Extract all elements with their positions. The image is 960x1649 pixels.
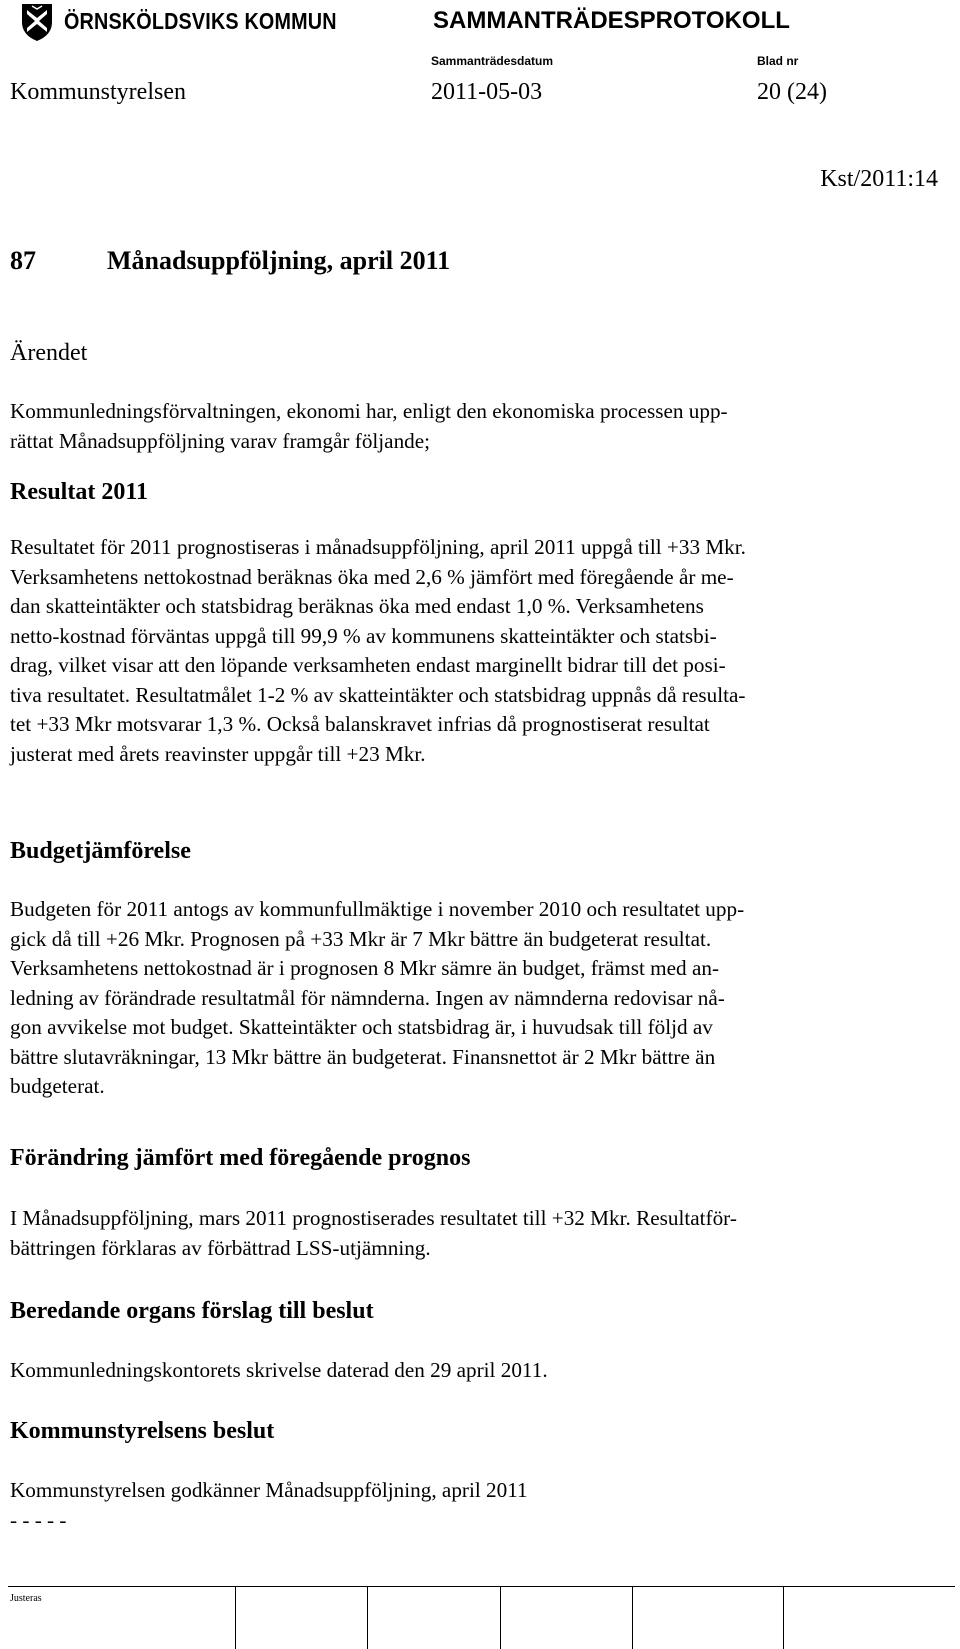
heading-beredande: Beredande organs förslag till beslut — [10, 1298, 374, 1324]
heading-arendet: Ärendet — [10, 340, 88, 366]
signature-cell — [500, 1587, 632, 1649]
committee-name: Kommunstyrelsen — [10, 79, 186, 105]
meeting-date: 2011-05-03 — [431, 79, 543, 105]
text-line: budgeterat. — [10, 1074, 105, 1098]
text-line: Kommunledningsförvaltningen, ekonomi har, enligt den ekonomiska processen upp- — [10, 399, 728, 423]
text-line: Verksamhetens nettokostnad beräknas öka med 2,6 % jämfört med föregående år me- — [10, 564, 734, 589]
signature-table — [8, 1586, 955, 1649]
text-line: justerat med årets reavinster uppgår till +23 Mkr. — [10, 741, 426, 766]
text-line: Budgeten för 2011 antogs av kommunfullmäktige i november 2010 och resultatet upp- — [10, 897, 745, 921]
section-title-text: Månadsuppföljning, april 2011 — [107, 246, 451, 275]
text-line: Verksamhetens nettokostnad är i prognosen 8 Mkr sämre än budget, främst med an- — [10, 956, 720, 980]
heading-beslut: Kommunstyrelsens beslut — [10, 1418, 275, 1444]
section-title — [10, 246, 450, 276]
text-line: rättat Månadsuppföljning varav framgår följande; — [10, 428, 431, 453]
text-line: Kommunledningskontorets skrivelse daterad den 29 april 2011. — [10, 1358, 548, 1382]
document-type: SAMMANTRÄDESPROTOKOLL — [433, 7, 790, 34]
heading-forandring: Förändring jämfört med föregående prognos — [10, 1145, 471, 1171]
signature-cell — [367, 1587, 500, 1649]
signature-cell-justeras — [8, 1587, 235, 1649]
heading-resultat: Resultat 2011 — [10, 479, 148, 505]
text-line: bättre slutavräkningar, 13 Mkr bättre än budgeterat. Finansnettot är 2 Mkr bättre än — [10, 1044, 716, 1069]
signature-cell — [235, 1587, 367, 1649]
municipality-crest-logo — [20, 2, 54, 42]
text-line: gon avvikelse mot budget. Skatteintäkter och statsbidrag är, i huvudsak till följd av — [10, 1015, 713, 1039]
paragraph-budget — [10, 895, 935, 1102]
meeting-date-label: Sammanträdesdatum — [431, 54, 554, 68]
paragraph-forandring — [10, 1204, 935, 1263]
text-line: dan skatteintäkter och statsbidrag beräknas öka med endast 1,0 %. Verksamhetens — [10, 594, 704, 618]
signature-cell — [783, 1587, 954, 1649]
paragraph-resultat — [10, 533, 935, 769]
paragraph-arendet — [10, 397, 935, 456]
page-number-label: Blad nr — [757, 54, 799, 68]
heading-budget: Budgetjämförelse — [10, 838, 191, 864]
text-line: bättringen förklaras av förbättrad LSS-utjämning. — [10, 1235, 431, 1260]
signature-cell — [632, 1587, 783, 1649]
case-reference: Kst/2011:14 — [820, 166, 938, 192]
text-line: ledning av förändrade resultatmål för nämnderna. Ingen av nämnderna redovisar nå- — [10, 985, 725, 1010]
justeras-label: Justeras — [10, 1593, 42, 1604]
text-line: - - - - - — [10, 1507, 67, 1532]
section-number: 87 — [10, 246, 36, 275]
text-line: tiva resultatet. Resultatmålet 1-2 % av skatteintäkter och statsbidrag uppnås då resulta- — [10, 682, 746, 707]
organization-name: ÖRNSKÖLDSVIKS KOMMUN — [64, 8, 337, 34]
paragraph-beredande — [10, 1356, 935, 1386]
text-line: tet +33 Mkr motsvarar 1,3 %. Också balanskravet infrias då prognostiserat resultat — [10, 712, 710, 736]
page-number: 20 (24) — [757, 79, 827, 105]
text-line: Resultatet för 2011 prognostiseras i månadsuppföljning, april 2011 uppgå till +33 Mkr. — [10, 535, 746, 559]
paragraph-beslut — [10, 1476, 935, 1535]
text-line: netto-kostnad förväntas uppgå till 99,9 % av kommunens skatteintäkter och statsbi- — [10, 623, 717, 648]
text-line: Kommunstyrelsen godkänner Månadsuppföljning, april 2011 — [10, 1478, 528, 1502]
text-line: I Månadsuppföljning, mars 2011 prognostiserades resultatet till +32 Mkr. Resultatför- — [10, 1206, 737, 1230]
text-line: gick då till +26 Mkr. Prognosen på +33 Mkr är 7 Mkr bättre än budgeterat resultat. — [10, 926, 712, 951]
text-line: drag, vilket visar att den löpande verksamheten endast marginellt bidrar till det posi- — [10, 653, 726, 677]
